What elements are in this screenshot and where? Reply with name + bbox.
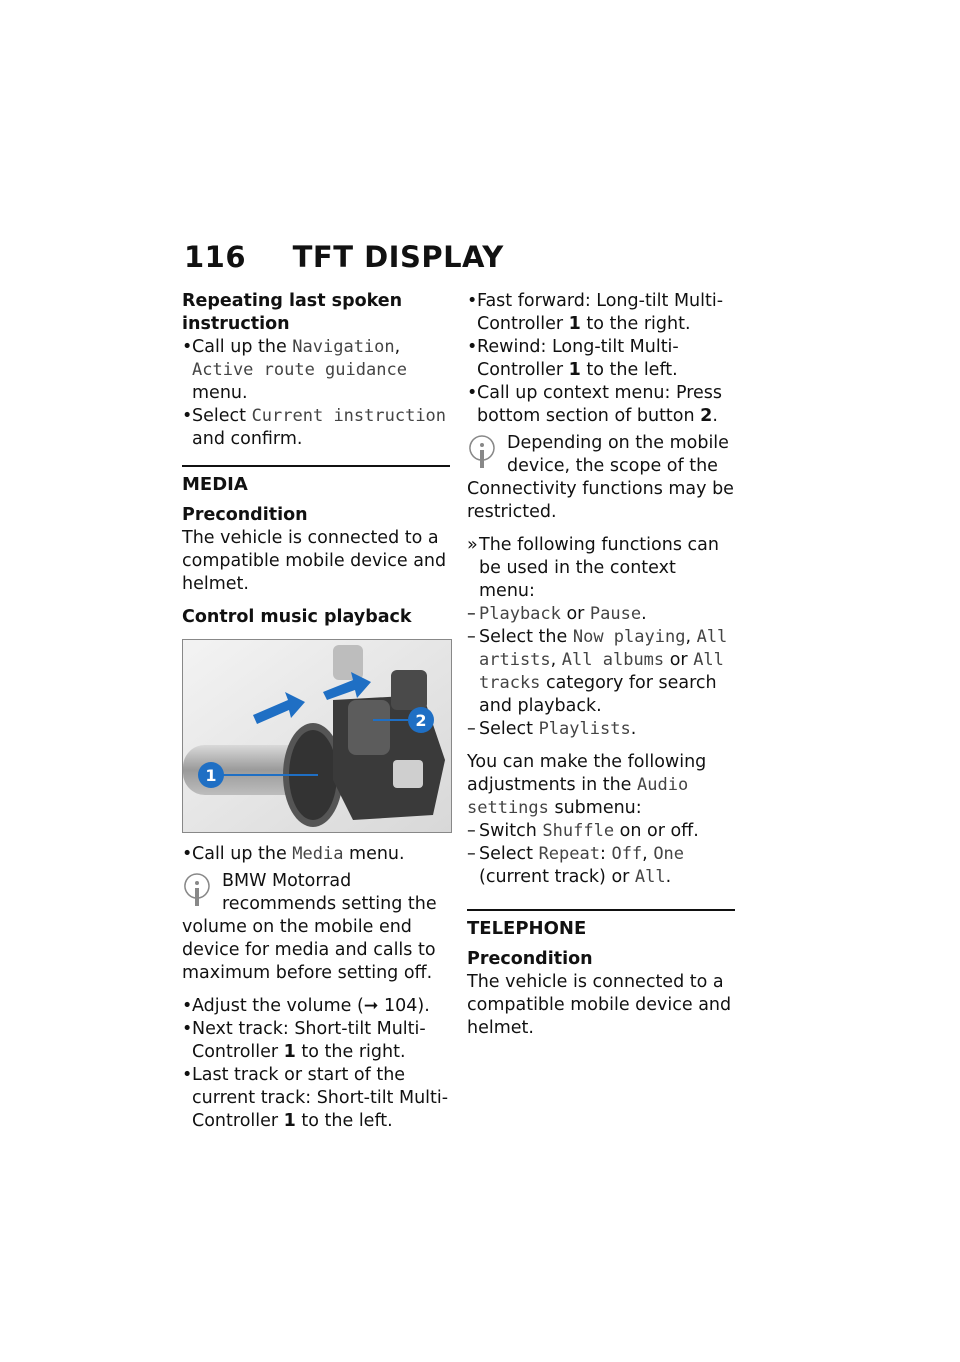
text: :: [599, 844, 612, 864]
text: ,: [685, 627, 697, 647]
text: menu.: [192, 383, 248, 403]
list-item: [182, 1018, 450, 1064]
menu-name: All artists: [479, 627, 728, 670]
text: (current track) or: [479, 867, 635, 887]
precondition-text: The vehicle is connected to a compatible mobile device and helmet.: [182, 528, 447, 594]
text: You can make the following adjustments in the: [467, 752, 707, 795]
multi-controller-figure: [182, 639, 452, 833]
text: .: [641, 604, 647, 624]
text: ,: [550, 650, 562, 670]
ref-number: 1: [283, 1042, 296, 1062]
menu-name: Shuffle: [542, 821, 615, 841]
info-note: [182, 870, 450, 985]
list-item: [467, 603, 735, 626]
menu-name: Media: [292, 844, 344, 864]
ref-number: 2: [700, 406, 713, 426]
text: Switch: [479, 821, 543, 841]
music-heading: Control music playback: [182, 607, 412, 627]
adjustments-text: [467, 751, 735, 820]
repeat-heading: Repeating last spoken instruction: [182, 291, 403, 334]
callout-2-label: 2: [415, 711, 427, 730]
section-heading-telephone: TELEPHONE: [467, 909, 735, 940]
menu-name: All: [634, 867, 666, 887]
note-text: BMW Motorrad recommends setting the volume on the mobile end device for media and calls to maximum before setting off.: [182, 871, 437, 983]
info-icon: [467, 434, 497, 472]
menu-name: Playlists: [538, 719, 631, 739]
text: Fast forward: Long-tilt Multi-Controller: [477, 291, 724, 334]
text: .: [630, 719, 637, 739]
menu-name: All albums: [561, 650, 665, 670]
text: or: [664, 650, 694, 670]
info-note: [467, 432, 735, 524]
text: Select: [192, 406, 252, 426]
text: to the left.: [295, 1111, 393, 1131]
text: .: [712, 406, 718, 426]
right-column: [467, 290, 735, 1040]
precondition-heading: Precondition: [182, 505, 308, 525]
left-column: [182, 290, 450, 1133]
list-item: [467, 820, 735, 843]
text: or: [560, 604, 590, 624]
menu-name: One: [653, 844, 685, 864]
page-title: TFT DISPLAY: [292, 240, 504, 274]
text: Select: [479, 719, 539, 739]
page-number: 116: [184, 240, 247, 274]
text: to the left.: [580, 360, 678, 380]
text: menu.: [343, 844, 405, 864]
menu-name: Pause: [589, 604, 642, 624]
menu-name: All tracks: [479, 650, 724, 693]
menu-name: Repeat: [538, 844, 600, 864]
menu-name: Active route guidance: [192, 360, 407, 380]
text: ,: [394, 337, 401, 357]
ref-number: 1: [568, 360, 581, 380]
menu-name: Navigation: [292, 337, 395, 357]
menu-name: Off: [611, 844, 643, 864]
note-text: Depending on the mobile device, the scope of the Connectivity functions may be restricted.: [467, 433, 734, 522]
precondition-text: The vehicle is connected to a compatible mobile device and helmet.: [467, 972, 732, 1038]
text: Select the: [479, 627, 573, 647]
text: Call up context menu: Press bottom section of button: [477, 383, 723, 426]
callout-1-label: 1: [205, 766, 217, 785]
info-icon: [182, 872, 212, 910]
list-item: [467, 336, 735, 382]
menu-name: Audio settings: [467, 775, 689, 818]
list-item: [182, 995, 450, 1018]
text: Select: [479, 844, 539, 864]
list-item: [467, 718, 735, 741]
text: Call up the: [192, 844, 293, 864]
text: submenu:: [548, 798, 642, 818]
button-2-shape: [348, 700, 390, 755]
list-item: [182, 1064, 450, 1133]
text: Call up the: [192, 337, 293, 357]
text: Adjust the volume (: [192, 996, 364, 1016]
handlebar-illustration: [183, 640, 451, 832]
menu-name: Playback: [479, 604, 561, 624]
list-item: [467, 843, 735, 889]
ref-number: 1: [568, 314, 581, 334]
ref-number: 1: [283, 1111, 296, 1131]
text: to the right.: [580, 314, 691, 334]
text: and confirm.: [192, 429, 303, 449]
list-item: [182, 843, 450, 866]
list-item: [467, 626, 735, 718]
list-item: [182, 405, 450, 451]
text: on or off.: [614, 821, 699, 841]
list-item: [467, 382, 735, 428]
text: ,: [642, 844, 654, 864]
result-item: » The following functions can be used in the context menu:: [467, 534, 735, 603]
menu-name: Current instruction: [251, 406, 447, 426]
page-ref-arrow-icon: ➞: [363, 996, 379, 1016]
page-ref: 104).: [378, 996, 430, 1016]
text: Next track: Short-tilt Multi-Controller: [192, 1019, 426, 1062]
section-heading-media: MEDIA: [182, 465, 450, 496]
text: Rewind: Long-tilt Multi-Controller: [477, 337, 679, 380]
precondition-heading: Precondition: [467, 949, 593, 969]
text: category for search and playback.: [479, 673, 717, 716]
menu-name: Now playing: [572, 627, 686, 647]
text: .: [665, 867, 672, 887]
text: Last track or start of the current track: Short-tilt Multi-Controller: [192, 1065, 449, 1131]
list-item: [467, 290, 735, 336]
page-header: [184, 240, 504, 274]
text: to the right.: [295, 1042, 406, 1062]
list-item: [182, 336, 450, 405]
